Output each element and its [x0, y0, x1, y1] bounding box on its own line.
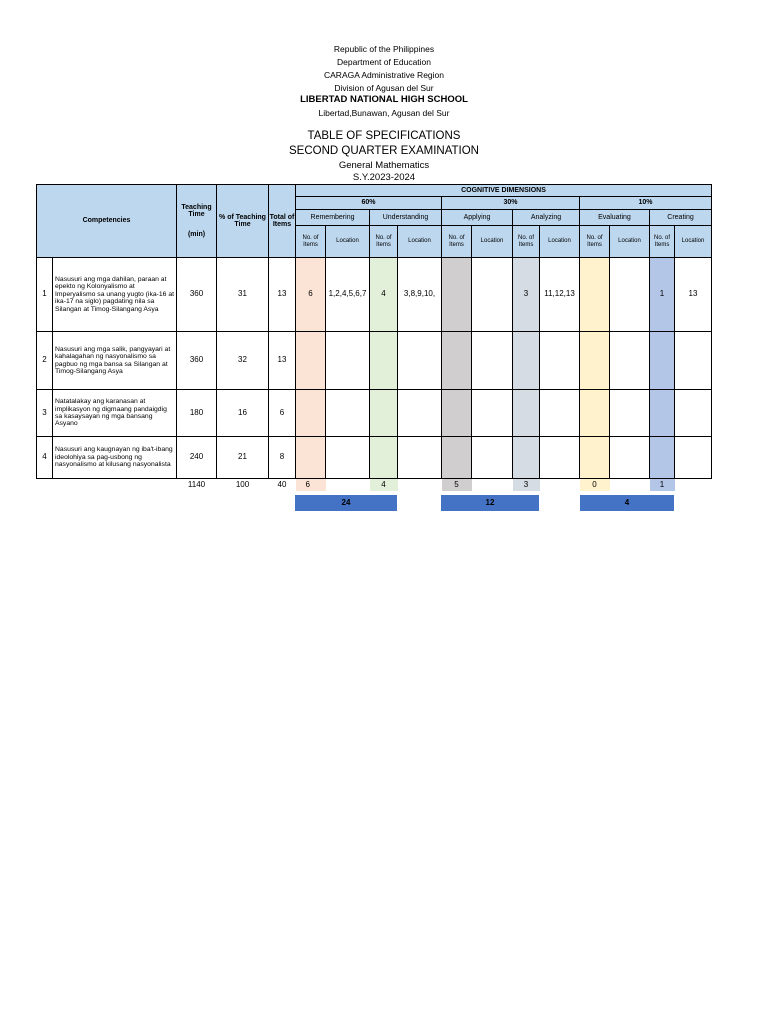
sub-location: Location [398, 226, 442, 258]
analyzing-loc [540, 437, 580, 479]
col-total-items: Total of Items [269, 185, 296, 258]
creating-no [650, 390, 675, 437]
applying-loc [472, 258, 513, 332]
teaching-time-value: 360 [177, 332, 217, 390]
row-number: 4 [37, 437, 53, 479]
table-row [37, 258, 712, 332]
understanding-loc [398, 332, 442, 390]
applying-loc [472, 332, 513, 390]
tos-table [36, 184, 712, 491]
school-name: LIBERTAD NATIONAL HIGH SCHOOL [300, 94, 468, 105]
row-number: 2 [37, 332, 53, 390]
total-remembering: 6 [296, 479, 326, 491]
sub-location: Location [326, 226, 370, 258]
analyzing-loc [540, 390, 580, 437]
pct-value: 16 [217, 390, 269, 437]
remembering-no [296, 332, 326, 390]
creating-loc [675, 332, 712, 390]
teaching-time-label: Teaching Time [181, 203, 212, 219]
table-row [37, 437, 712, 479]
pct-value: 31 [217, 258, 269, 332]
teaching-time-value: 240 [177, 437, 217, 479]
teaching-time-unit: (min) [187, 230, 206, 238]
pct-value: 21 [217, 437, 269, 479]
teaching-time-value: 180 [177, 390, 217, 437]
sub-no-items: No. of Items [442, 226, 472, 258]
pct-value: 32 [217, 332, 269, 390]
competency-text: Nasusuri ang kaugnayan ng iba't-ibang ideolohiya sa pag-usbong ng nasyonalismo at kilusang nasyonalista [53, 437, 177, 479]
group-total-higher-order: 4 [580, 495, 674, 511]
understanding-no: 4 [370, 258, 398, 332]
evaluating-no [580, 258, 610, 332]
row-number: 1 [37, 258, 53, 332]
header-region: CARAGA Administrative Region [324, 70, 444, 80]
analyzing-loc: 11,12,13 [540, 258, 580, 332]
sub-no-items: No. of Items [296, 226, 326, 258]
understanding-no [370, 437, 398, 479]
creating-no: 1 [650, 258, 675, 332]
analyzing-no [513, 437, 540, 479]
total-items-value: 6 [269, 390, 296, 437]
understanding-no [370, 332, 398, 390]
sub-no-items: No. of Items [580, 226, 610, 258]
subject-name: General Mathematics [338, 160, 430, 171]
sub-no-items: No. of Items [650, 226, 675, 258]
pct-group-3: 10% [580, 197, 712, 210]
applying-no [442, 258, 472, 332]
total-applying: 5 [442, 479, 472, 491]
col-competencies: Competencies [37, 185, 177, 258]
table-row [37, 332, 712, 390]
col-pct-teaching-time: % of Teaching Time [217, 185, 269, 258]
header-republic: Republic of the Philippines [333, 44, 435, 54]
evaluating-loc [610, 332, 650, 390]
remembering-loc [326, 332, 370, 390]
evaluating-no [580, 332, 610, 390]
table-row [37, 390, 712, 437]
sub-location: Location [675, 226, 712, 258]
total-items-value: 13 [269, 258, 296, 332]
sub-no-items: No. of Items [513, 226, 540, 258]
header-division: Division of Agusan del Sur [334, 83, 434, 93]
total-items-value: 13 [269, 332, 296, 390]
sub-location: Location [610, 226, 650, 258]
understanding-loc: 3,8,9,10, [398, 258, 442, 332]
total-analyzing: 3 [513, 479, 540, 491]
dim-understanding: Understanding [370, 210, 442, 226]
header-department: Department of Education [336, 57, 432, 67]
creating-loc: 13 [675, 258, 712, 332]
pct-group-1: 60% [296, 197, 442, 210]
total-understanding: 4 [370, 479, 398, 491]
applying-loc [472, 390, 513, 437]
analyzing-no [513, 390, 540, 437]
col-teaching-time [177, 185, 217, 258]
doc-title: TABLE OF SPECIFICATIONS [307, 130, 461, 142]
analyzing-no [513, 332, 540, 390]
creating-no [650, 437, 675, 479]
understanding-no [370, 390, 398, 437]
creating-loc [675, 390, 712, 437]
total-creating: 1 [650, 479, 675, 491]
group-total-lower-order: 24 [295, 495, 397, 511]
dim-analyzing: Analyzing [513, 210, 580, 226]
competency-text: Nasusuri ang mga salik, pangyayari at kahalagahan ng nasyonalismo sa pagbuo ng mga bansa sa Silangan at Timog-Silangang Asya [53, 332, 177, 390]
cognitive-dimensions-header: COGNITIVE DIMENSIONS [296, 185, 712, 197]
creating-loc [675, 437, 712, 479]
total-pct: 100 [235, 479, 250, 489]
applying-no [442, 332, 472, 390]
pct-group-2: 30% [442, 197, 580, 210]
evaluating-loc [610, 437, 650, 479]
applying-loc [472, 437, 513, 479]
total-items: 40 [277, 479, 287, 489]
evaluating-loc [610, 258, 650, 332]
remembering-no: 6 [296, 258, 326, 332]
teaching-time-value: 360 [177, 258, 217, 332]
applying-no [442, 437, 472, 479]
remembering-loc: 1,2,4,5,6,7 [326, 258, 370, 332]
dim-creating: Creating [650, 210, 712, 226]
remembering-no [296, 390, 326, 437]
evaluating-loc [610, 390, 650, 437]
school-year: S.Y.2023-2024 [352, 172, 416, 183]
remembering-no [296, 437, 326, 479]
dim-remembering: Remembering [296, 210, 370, 226]
total-items-value: 8 [269, 437, 296, 479]
analyzing-no: 3 [513, 258, 540, 332]
exam-title: SECOND QUARTER EXAMINATION [289, 145, 479, 157]
remembering-loc [326, 437, 370, 479]
totals-row [37, 479, 712, 491]
analyzing-loc [540, 332, 580, 390]
sub-no-items: No. of Items [370, 226, 398, 258]
total-evaluating: 0 [580, 479, 610, 491]
evaluating-no [580, 437, 610, 479]
school-address: Libertad,Bunawan, Agusan del Sur [318, 108, 450, 118]
total-teaching-time: 1140 [187, 479, 206, 489]
evaluating-no [580, 390, 610, 437]
competency-text: Nasusuri ang mga dahilan, paraan at epekto ng Kolonyalismo at Imperyalismo sa unang yugto (ika-16 at ika-17 na siglo) pagdating nila sa Silangan at Timog-Silangang Asya [53, 258, 177, 332]
competency-text: Natatalakay ang karanasan at implikasyon ng digmaang pandaigdig sa kasaysayan ng mga bansang Asyano [53, 390, 177, 437]
creating-no [650, 332, 675, 390]
dim-applying: Applying [442, 210, 513, 226]
understanding-loc [398, 437, 442, 479]
applying-no [442, 390, 472, 437]
group-total-middle-order: 12 [441, 495, 539, 511]
sub-location: Location [540, 226, 580, 258]
dim-evaluating: Evaluating [580, 210, 650, 226]
row-number: 3 [37, 390, 53, 437]
understanding-loc [398, 390, 442, 437]
sub-location: Location [472, 226, 513, 258]
remembering-loc [326, 390, 370, 437]
